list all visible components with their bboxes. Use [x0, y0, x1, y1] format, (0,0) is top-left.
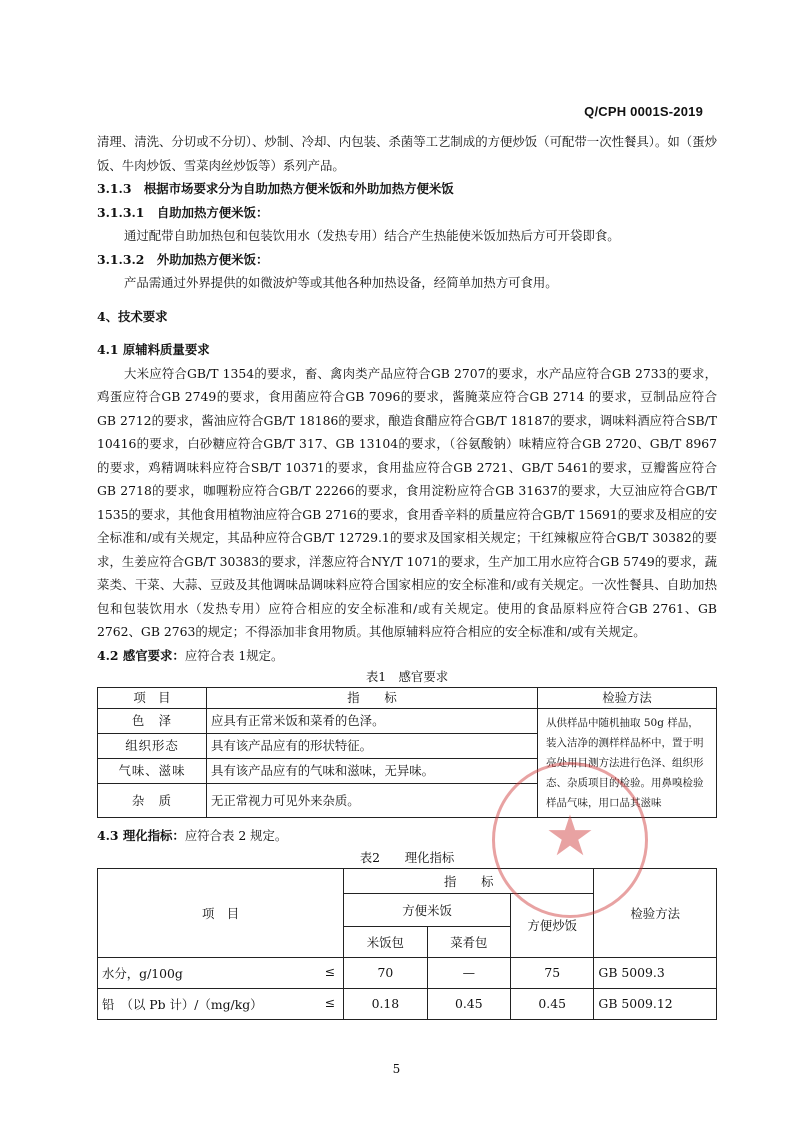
star-icon: ★ — [544, 804, 596, 869]
table2-dish-value: — — [427, 957, 510, 988]
table2-rice-value: 70 — [344, 957, 427, 988]
table2-rice-value: 0.18 — [344, 988, 427, 1019]
section-4-3-heading: 4.3 理化指标： — [97, 828, 185, 843]
table2-header-rice-pack: 米饭包 — [344, 926, 427, 957]
section-4: 4、技术要求 — [97, 308, 168, 324]
section-3-1-3-2: 3.1.3.2 外助加热方便米饭： — [97, 251, 269, 267]
table2-header-rice: 方便米饭 — [344, 893, 511, 926]
table2-row-name — [98, 988, 344, 1019]
table2-header-method: 检验方法 — [594, 868, 717, 957]
table-row — [98, 709, 717, 734]
table1-item: 组织形态 — [98, 734, 207, 759]
table2-fried-value: 0.45 — [511, 988, 594, 1019]
section-4-2-text: 应符合表 1规定。 — [184, 647, 284, 663]
table2-header-fried-rice: 方便炒饭 — [511, 893, 594, 957]
paragraph-external-heating: 产品需通过外界提供的如微波炉等或其他各种加热设备，经简单加热方可食用。 — [124, 275, 558, 290]
company-seal — [492, 762, 648, 918]
table2-method-value: GB 5009.12 — [594, 988, 717, 1019]
paragraph-raw-materials: 大米应符合GB/T 1354的要求，畜、禽肉类产品应符合GB 2707的要求，水产品应符合GB 2733的要求，鸡蛋应符合GB 2749的要求，食用菌应符合GB 7096的要求，酱腌菜应符合GB 2714 的要求，豆制品应符合GB 2712的要求，酱油应符合GB/T 18186的要求，酿造食醋应符合GB/T 18187的要求，调味料酒应符合SB/T 10416的要求，白砂糖应符合GB/T 317、GB 13104的要求，（谷氨酸钠）味精应符合GB 2720、GB/T 8967的要求，鸡精调味料应符合SB/T 10371的要求，食用盐应符合GB 2721、GB/T 5461的要求，豆瓣酱应符合GB 2718的要求，咖喱粉应符合GB/T 22266的要求，食用淀粉应符合GB 31637的要求，大豆油应符合GB/T 1535的要求，其他食用植物油应符合GB 2716的要求，食用香辛料的质量应符合GB/T 15691的要求及相应的安全标准和/或有关规定，其品种应符合GB/T 12729.1的要求及国家相关规定；干红辣椒应符合GB/T 30382的要求，生姜应符合GB/T 30383的要求，洋葱应符合NY/T 1071的要求，生产加工用水应符合GB 5749的要求，蔬菜类、干菜、大蒜、豆豉及其他调味品调味料应符合国家相应的安全标准和/或有关规定。一次性餐具、自助加热包和包装饮用水（发热专用）应符合相应的安全标准和/或有关规定。使用的食品原料应符合GB 2761、GB 2762、GB 2763的规定；不得添加非食用物质。其他原辅料应符合相应的安全标准和/或有关规定。 — [97, 365, 717, 639]
table2-op: ≤ — [324, 994, 336, 1010]
paragraph-continuation: 清理、清洗、分切或不分切）、炒制、冷却、内包装、杀菌等工艺制成的方便炒饭（可配带一次性餐具）。如（蛋炒饭、牛肉炒饭、雪菜肉丝炒饭等）系列产品。 — [97, 134, 717, 173]
table2-name-text: 铅 （以 Pb 计）/（mg/kg） — [102, 996, 263, 1012]
table1-header-method: 检验方法 — [538, 688, 717, 709]
table1-item: 杂 质 — [98, 784, 207, 818]
table-row — [98, 988, 717, 1019]
table1-header-item: 项 目 — [98, 688, 207, 709]
document-code: Q/CPH 0001S-2019 — [584, 104, 703, 119]
table1-spec: 具有该产品应有的气味和滋味，无异味。 — [207, 759, 538, 784]
paragraph-self-heating: 通过配带自助加热包和包装饮用水（发热专用）结合产生热能使米饭加热后方可开袋即食。 — [124, 228, 620, 243]
table1-header-spec: 指 标 — [207, 688, 538, 709]
table1-method: 从供样品中随机抽取 50g 样品，装入洁净的测样样品杯中，置于明亮处用目测方法进行色泽、组织形态、杂质项目的检验。用鼻嗅检验样品气味，用口品其滋味 — [538, 709, 717, 818]
section-4-3-text: 应符合表 2 规定。 — [184, 828, 288, 843]
table1-spec: 无正常视力可见外来杂质。 — [207, 784, 538, 818]
section-3-1-3: 3.1.3 根据市场要求分为自助加热方便米饭和外助加热方便米饭 — [97, 181, 454, 196]
table1-item: 气味、滋味 — [98, 759, 207, 784]
section-4-2 — [97, 644, 717, 668]
table1-item: 色 泽 — [98, 709, 207, 734]
table2-fried-value: 75 — [511, 957, 594, 988]
table2-name-text: 水分，g/100g — [102, 965, 183, 981]
table2-header-item: 项 目 — [98, 868, 344, 957]
section-4-1: 4.1 原辅料质量要求 — [97, 342, 210, 357]
table-row — [98, 957, 717, 988]
table2-dish-value: 0.45 — [427, 988, 510, 1019]
table2-header-dish-pack: 菜肴包 — [427, 926, 510, 957]
table2-row-name — [98, 957, 344, 988]
section-3-1-3-1: 3.1.3.1 自助加热方便米饭： — [97, 204, 269, 220]
table2-method-value: GB 5009.3 — [594, 957, 717, 988]
table2-caption: 表2 理化指标 — [359, 849, 455, 865]
table1-spec: 应具有正常米饭和菜肴的色泽。 — [207, 709, 538, 734]
page-number: 5 — [392, 1062, 401, 1076]
table2-header-indicator: 指 标 — [344, 868, 594, 893]
table2-op: ≤ — [324, 963, 336, 979]
table1-caption: 表1 感官要求 — [365, 669, 449, 684]
table1-spec: 具有该产品应有的形状特征。 — [207, 734, 538, 759]
section-4-2-heading: 4.2 感官要求： — [97, 647, 185, 663]
